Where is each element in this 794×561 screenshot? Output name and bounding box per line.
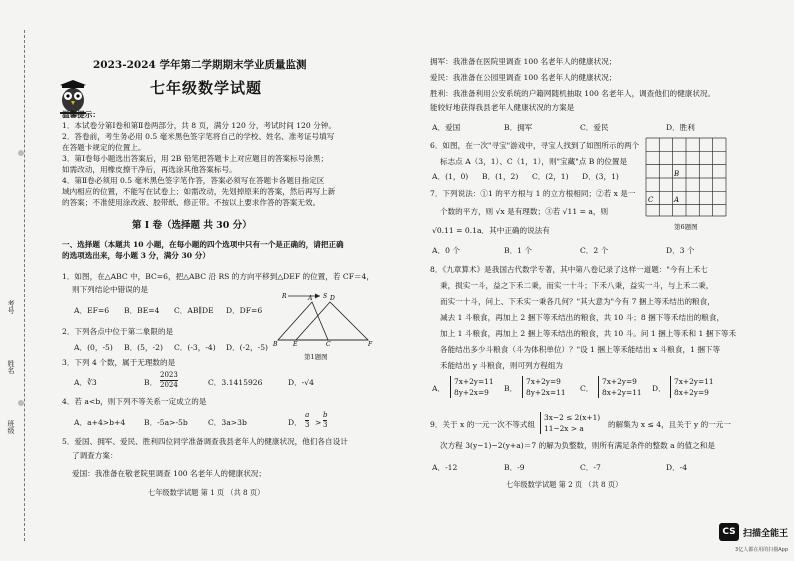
q5-question: 能较好地获得我县老年人健康状况的方案是 [430,103,575,112]
notice-line: 1．本试卷分第Ⅰ卷和第Ⅱ卷两部分，共 8 页，满分 120 分，考试时间 120 分钟。 [62,121,336,130]
equation: 8y+2x=11 [526,388,566,397]
q6-option-b: B．(1，2) [482,172,519,181]
question-8-text: 禾能结出 y 斗粮食，则可列方程组为 [440,361,564,370]
fig1-label-d: D [330,295,335,302]
q3-option-c: C．3.1415926 [208,378,263,387]
q8-option-b: B． [504,384,518,393]
q5-plan-aimin: 爱民：我准备在公园里调查 100 名老年人的健康状况； [430,73,617,82]
exam-title: 七年级数学试题 [150,79,263,97]
page-footer: 七年级数学试题 第 1 页 （共 8 页） [148,488,265,497]
notice-line: 域内相应的位置，不能写在试卷上；如需改动，先划掉原来的答案，然后再写上新 [62,187,336,196]
q8-option-c: C． [580,384,594,393]
q9-option-d: D．-4 [666,463,688,472]
notice-heading: 温馨提示： [62,110,100,119]
margin-label-exam-no: 考号 [7,300,15,314]
q3-option-b: B． [144,378,158,387]
part-instructions: 一、选择题（本题共 10 小题，在每小题的四个选项中只有一个是正确的，请把正确 [62,240,344,249]
q4-option-b: B．-5a>-5b [144,418,188,427]
fraction-denominator: 3 [305,421,310,429]
equation: 7x+2y=11 [674,377,714,386]
binding-hole [18,150,24,156]
binding-hole [18,400,24,406]
notice-line: 的答案；不准使用涂改液、胶带纸、修正带。不按以上要求作答的答案无效。 [62,198,321,207]
q6-option-d: D．(3，1) [582,172,619,181]
fraction-numerator: 2023 [160,371,178,379]
section-title: 第 Ⅰ 卷（选择题 共 30 分） [132,220,252,231]
q8-option-c-system [598,376,642,398]
q8-option-a-system [450,376,494,398]
q3-option-a: A．∛3 [74,378,97,387]
q2-option-d: D．(-2，-5) [226,343,268,352]
inequality: 3x−2 ≤ 2(x+1) [544,413,601,422]
fraction-denominator: 3 [323,421,328,429]
question-5-text: 了调查方案： [72,451,118,460]
fraction-denominator: 2024 [160,381,178,389]
camscanner-name: 扫描全能王 [742,528,788,539]
q4-option-d-fraction-left [305,411,309,430]
question-2-text: 2．下列各点中位于第二象限的是 [62,327,174,336]
q6-option-a: A．(1，0) [432,172,469,181]
q2-option-c: C．(-3，-4) [174,343,216,352]
margin-label-class: 班级 [7,420,15,434]
page-footer: 七年级数学试题 第 2 页 （共 8 页） [506,480,623,489]
notice-line: 如需改动，用橡皮擦干净后，再选涂其他答案标号。 [62,165,237,174]
q7-option-c: C．2 个 [580,246,609,255]
question-7-text: 7．下列说法：①1 的平方根与 1 的立方根相同；②若 x 是一 [430,189,636,198]
question-1-text: 1．如图，在△ABC 中，BC=6，把△ABC 沿 RS 的方向平移到△DEF 的位置，若 CF＝4， [62,272,374,281]
notice-line: 4．第Ⅱ卷必须用 0.5 毫米黑色签字笔作答，答案必须写在答题卡各题目指定区 [62,176,325,185]
q4-option-c: C．3a>3b [208,418,247,427]
fig1-label-f: F [368,341,373,346]
question-8-text: 而实一十斗，问上、下禾实一秉各几何？"其大意为"今有 7 捆上等禾结出的粮食， [440,297,715,306]
q4-option-d: D． [288,418,302,427]
figure-6-grid [644,136,728,218]
fig1-label-a: A [308,295,313,302]
q9-option-a: A．-12 [432,463,458,472]
fig6-label-b: B [674,170,680,178]
question-7-text: 个数的平方，则 √x 是有理数；③若 √11 = a，则 [440,207,609,216]
fig1-label-c: C [326,341,331,346]
page-right [420,0,794,561]
question-5-text: 5．爱国、拥军、爱民、胜利四位同学准备调查我县老年人的健康状况，他们各自设计 [62,437,348,446]
equation: 7x+2y=9 [526,377,561,386]
figure-1-caption: 第1题图 [304,353,328,361]
q6-option-c: C．(2，1) [532,172,569,181]
scanner-watermark [719,523,788,541]
q8-option-b-system [522,376,566,398]
q5-option-d: D．胜利 [666,123,695,132]
question-6-text: 6．如图，在一次"寻宝"游戏中，寻宝人找到了如图所示的两个 [430,141,640,150]
q2-option-a: A．(0，-5) [74,343,113,352]
margin-label-name: 姓名 [7,360,15,374]
q3-option-b-fraction [160,371,178,390]
inequality: 11−2x > a [544,424,584,433]
question-7-text: √0.11 = 0.1a．其中正确的说法有 [432,226,550,235]
fig6-label-a: A [674,196,680,204]
notice-line: 在答题卡规定的位置上。 [62,143,146,152]
q5-plan-shengli: 胜利：我准备利用公安系统的户籍网随机抽取 100 名老年人，调查他们的健康状况。 [430,89,716,98]
q9-option-b: B．-9 [504,463,525,472]
fig1-label-r: R [282,293,287,300]
q7-option-d: D．3 个 [666,246,695,255]
exam-header: 2023-2024 学年第二学期期末学业质量监测 [93,59,307,71]
question-4-text: 4．若 a<b，则下列不等关系一定成立的是 [62,397,207,406]
q4-option-a: A．a+4>b+4 [74,418,126,427]
question-8-text: 8．《九章算术》是我国古代数学专著，其中第八卷记录了这样一道题："今有上禾七 [430,265,708,274]
q8-option-d-system [670,376,714,398]
equation: 8x+2y=11 [602,388,642,397]
q5-option-c: C．爱民 [580,123,609,132]
notice-line: 3．第Ⅰ卷每小题选出答案后，用 2B 铅笔把答题卡上对应题目的答案标号涂黑； [62,154,329,163]
fig1-label-b: B [273,341,278,346]
q5-option-b: B．拥军 [504,123,533,132]
notice-line: 2．答卷前，考生务必用 0.5 毫米黑色签字笔将自己的学校、姓名、准考证号填写 [62,132,335,141]
fig6-label-c: C [648,196,654,204]
fig1-label-s: S [323,293,328,300]
camscanner-logo-icon: CS [719,523,739,541]
q1-option-d: D．DF=6 [226,306,263,315]
binding-line [24,30,25,541]
q1-option-c: C．AB∥DE [174,306,214,315]
q9-option-c: C．-7 [580,463,601,472]
equation: 8y+2x=9 [454,388,489,397]
q8-option-d: D． [652,384,666,393]
figure-6-caption: 第6题图 [674,223,698,231]
question-9-text: 次方程 3(y−1)−2(y+a)＝7 的解为负整数，则所有满足条件的整数 a 的值之和是 [440,441,715,450]
q7-option-b: B．1 个 [504,246,533,255]
fraction-numerator: a [305,411,310,419]
fraction-numerator: b [323,411,328,419]
question-8-text: 秉，损实一斗，益之下禾二秉，而实一十斗；下禾八秉，益实一斗，与上禾二秉， [440,281,714,290]
part-instructions: 的选项选出来，每小题 3 分，满分 30 分） [62,251,210,260]
question-1-text: 则下列结论中错误的是 [72,285,148,294]
q1-option-a: A．EF=6 [74,306,110,315]
equation: 7x+2y=9 [602,377,637,386]
greater-than-sign: > [315,418,322,427]
q5-option-a: A．爱国 [432,123,461,132]
q5-plan-aiguo: 爱国：我准备在敬老院里调查 100 名老年人的健康状况； [72,469,266,478]
q1-option-b: B．BE=4 [124,306,160,315]
question-6-text: 标志点 A（3，1）、C（1，1），则"宝藏"点 B 的位置是 [440,157,628,166]
q9-inequality-system [540,412,600,434]
figure-1-triangles [268,288,380,346]
question-3-text: 3．下列 4 个数，属于无理数的是 [62,358,176,367]
question-8-text: 各能结出多少斗粮食（斗为体积单位）？"设 1 捆上等禾能结出 x 斗粮食，1 捆下等 [440,345,721,354]
camscanner-tagline: 3亿人都在用的扫描App [735,547,788,553]
question-8-text: 减去 1 斗粮食，再加上 2 捆下等禾结出的粮食，共 10 斗；8 捆下等禾结出的粮食， [440,313,725,322]
question-9-text: 的解集为 x ≤ 4，且关于 y 的一元一 [608,420,731,429]
question-8-text: 加上 1 斗粮食，再加上 2 捆上等禾结出的粮食，共 10 斗。问 1 捆上等禾和 1 捆下等禾 [440,329,737,338]
q2-option-b: B．(5，-2) [124,343,163,352]
fig1-label-e: E [293,341,298,346]
question-9-text: 9．关于 x 的一元一次不等式组 [430,420,536,429]
q8-option-a: A． [432,384,446,393]
q7-option-a: A．0 个 [432,246,460,255]
q5-plan-yongjun: 拥军：我准备在医院里调查 100 名老年人的健康状况； [430,57,617,66]
equation: 8x+2y=9 [674,388,709,397]
q3-option-d: D．-√4 [288,378,314,387]
q4-option-d-fraction-right [323,411,327,430]
equation: 7x+2y=11 [454,377,494,386]
